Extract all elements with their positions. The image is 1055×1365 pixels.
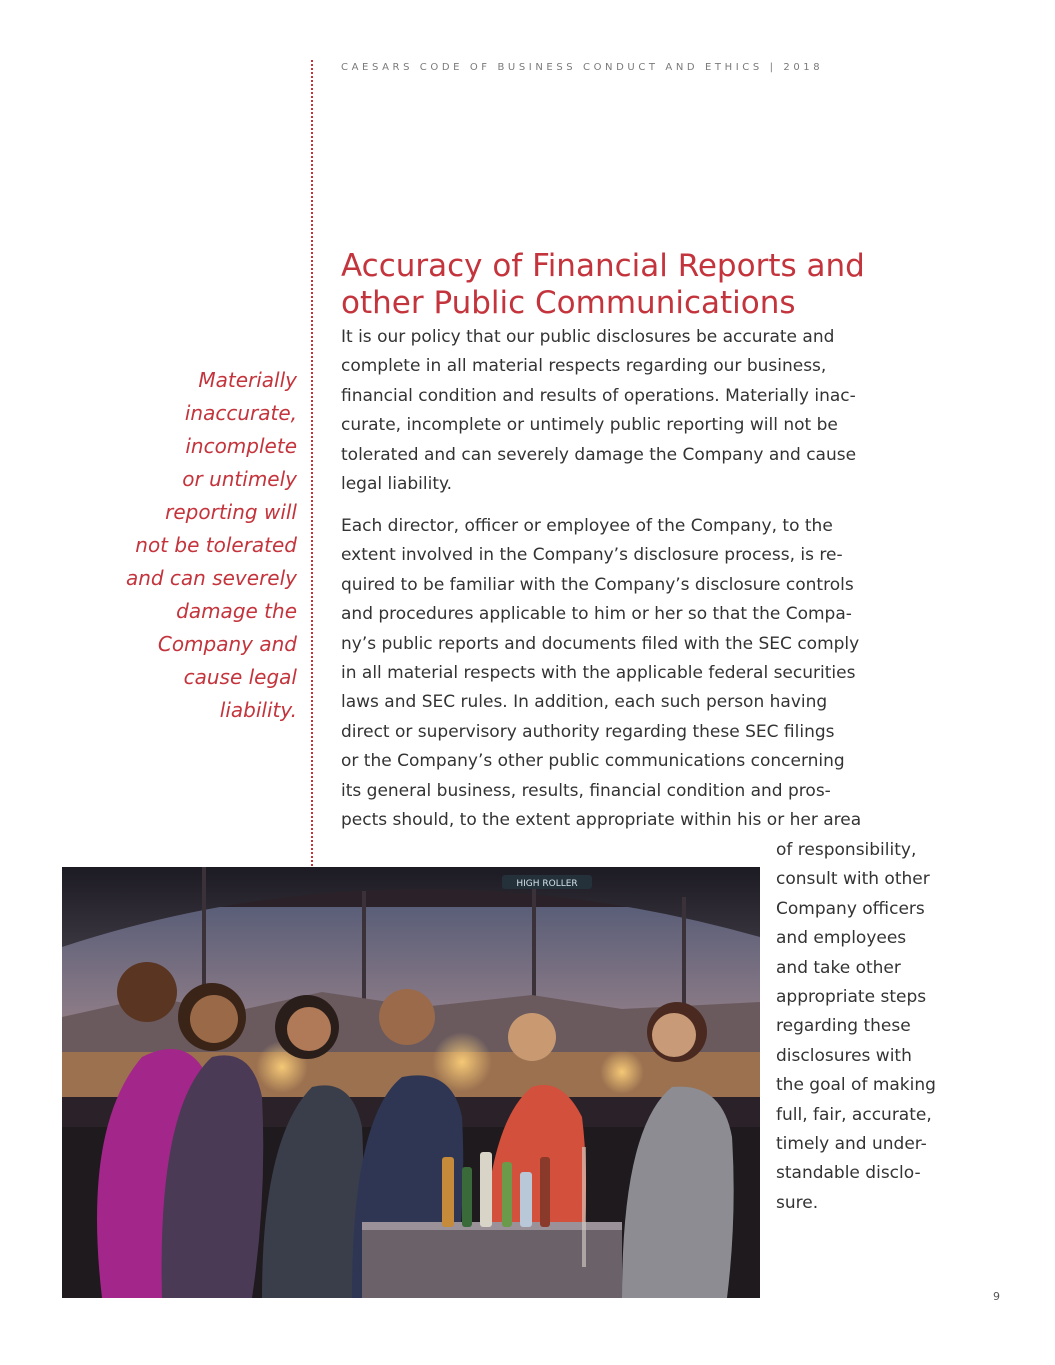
- party-photo: [62, 867, 760, 1298]
- text-line: curate, incomplete or untimely public reporting will not be: [341, 415, 838, 436]
- pull-quote-line: Materially: [198, 368, 297, 392]
- text-line: pects should, to the extent appropriate within his or her area: [341, 809, 862, 830]
- text-line: quired to be familiar with the Company’s disclosure controls: [341, 574, 854, 595]
- text-line: complete in all material respects regarding our business,: [341, 356, 827, 377]
- text-line: standable disclo-: [776, 1163, 921, 1184]
- pull-quote-line: inaccurate,: [184, 401, 297, 425]
- text-line: sure.: [776, 1192, 819, 1213]
- title-line: Accuracy of Financial Reports and: [341, 248, 865, 284]
- running-header: CAESARS CODE OF BUSINESS CONDUCT AND ETHICS | 2018: [341, 62, 824, 73]
- pull-quote-line: and can severely: [125, 566, 297, 590]
- pull-quote-line: Company and: [157, 632, 297, 656]
- text-line: Each director, officer or employee of the Company, to the: [341, 516, 833, 536]
- text-line: ny’s public reports and documents filed with the SEC comply: [341, 633, 860, 654]
- text-line: of responsibility,: [776, 840, 917, 860]
- text-line: extent involved in the Company’s disclosure process, is re-: [341, 545, 843, 566]
- text-line: full, fair, accurate,: [776, 1104, 932, 1125]
- text-line: appropriate steps: [776, 986, 927, 1007]
- text-line: timely and under-: [776, 1133, 927, 1154]
- text-line: Company officers: [776, 898, 925, 919]
- text-line: and employees: [776, 928, 907, 949]
- text-line: and procedures applicable to him or her so that the Compa-: [341, 604, 852, 625]
- text-line: legal liability.: [341, 473, 453, 494]
- text-line: and take other: [776, 957, 901, 978]
- text-line: its general business, results, financial condition and pros-: [341, 780, 831, 801]
- text-line: financial condition and results of operations. Materially inac-: [341, 385, 856, 406]
- high-roller-sign: HIGH ROLLER: [516, 879, 578, 889]
- text-line: laws and SEC rules. In addition, each such person having: [341, 692, 828, 713]
- body-paragraph-2: [341, 512, 861, 835]
- text-line: consult with other: [776, 869, 930, 890]
- text-line: the goal of making: [776, 1075, 936, 1096]
- text-line: or the Company’s other public communications concerning: [341, 751, 845, 772]
- text-line: regarding these: [776, 1016, 911, 1037]
- body-paragraph-1: [341, 323, 856, 499]
- dotted-divider: [311, 60, 313, 870]
- title-line: other Public Communications: [341, 285, 796, 321]
- page-number: 9: [993, 1290, 1000, 1303]
- pull-quote: [126, 364, 297, 727]
- text-line: It is our policy that our public disclosures be accurate and: [341, 327, 835, 347]
- pull-quote-line: not be tolerated: [135, 533, 297, 557]
- pull-quote-line: damage the: [176, 599, 297, 623]
- text-line: direct or supervisory authority regarding these SEC filings: [341, 721, 835, 742]
- text-line: disclosures with: [776, 1045, 912, 1066]
- pull-quote-line: incomplete: [185, 434, 297, 458]
- pull-quote-line: liability.: [219, 698, 297, 722]
- body-paragraph-2-wrap: [776, 836, 936, 1218]
- pull-quote-line: or untimely: [182, 467, 297, 491]
- text-line: in all material respects with the applicable federal securities: [341, 662, 856, 683]
- pull-quote-line: cause legal: [183, 665, 297, 689]
- pull-quote-line: reporting will: [165, 500, 297, 524]
- text-line: tolerated and can severely damage the Company and cause: [341, 444, 857, 465]
- section-title: [341, 248, 1021, 322]
